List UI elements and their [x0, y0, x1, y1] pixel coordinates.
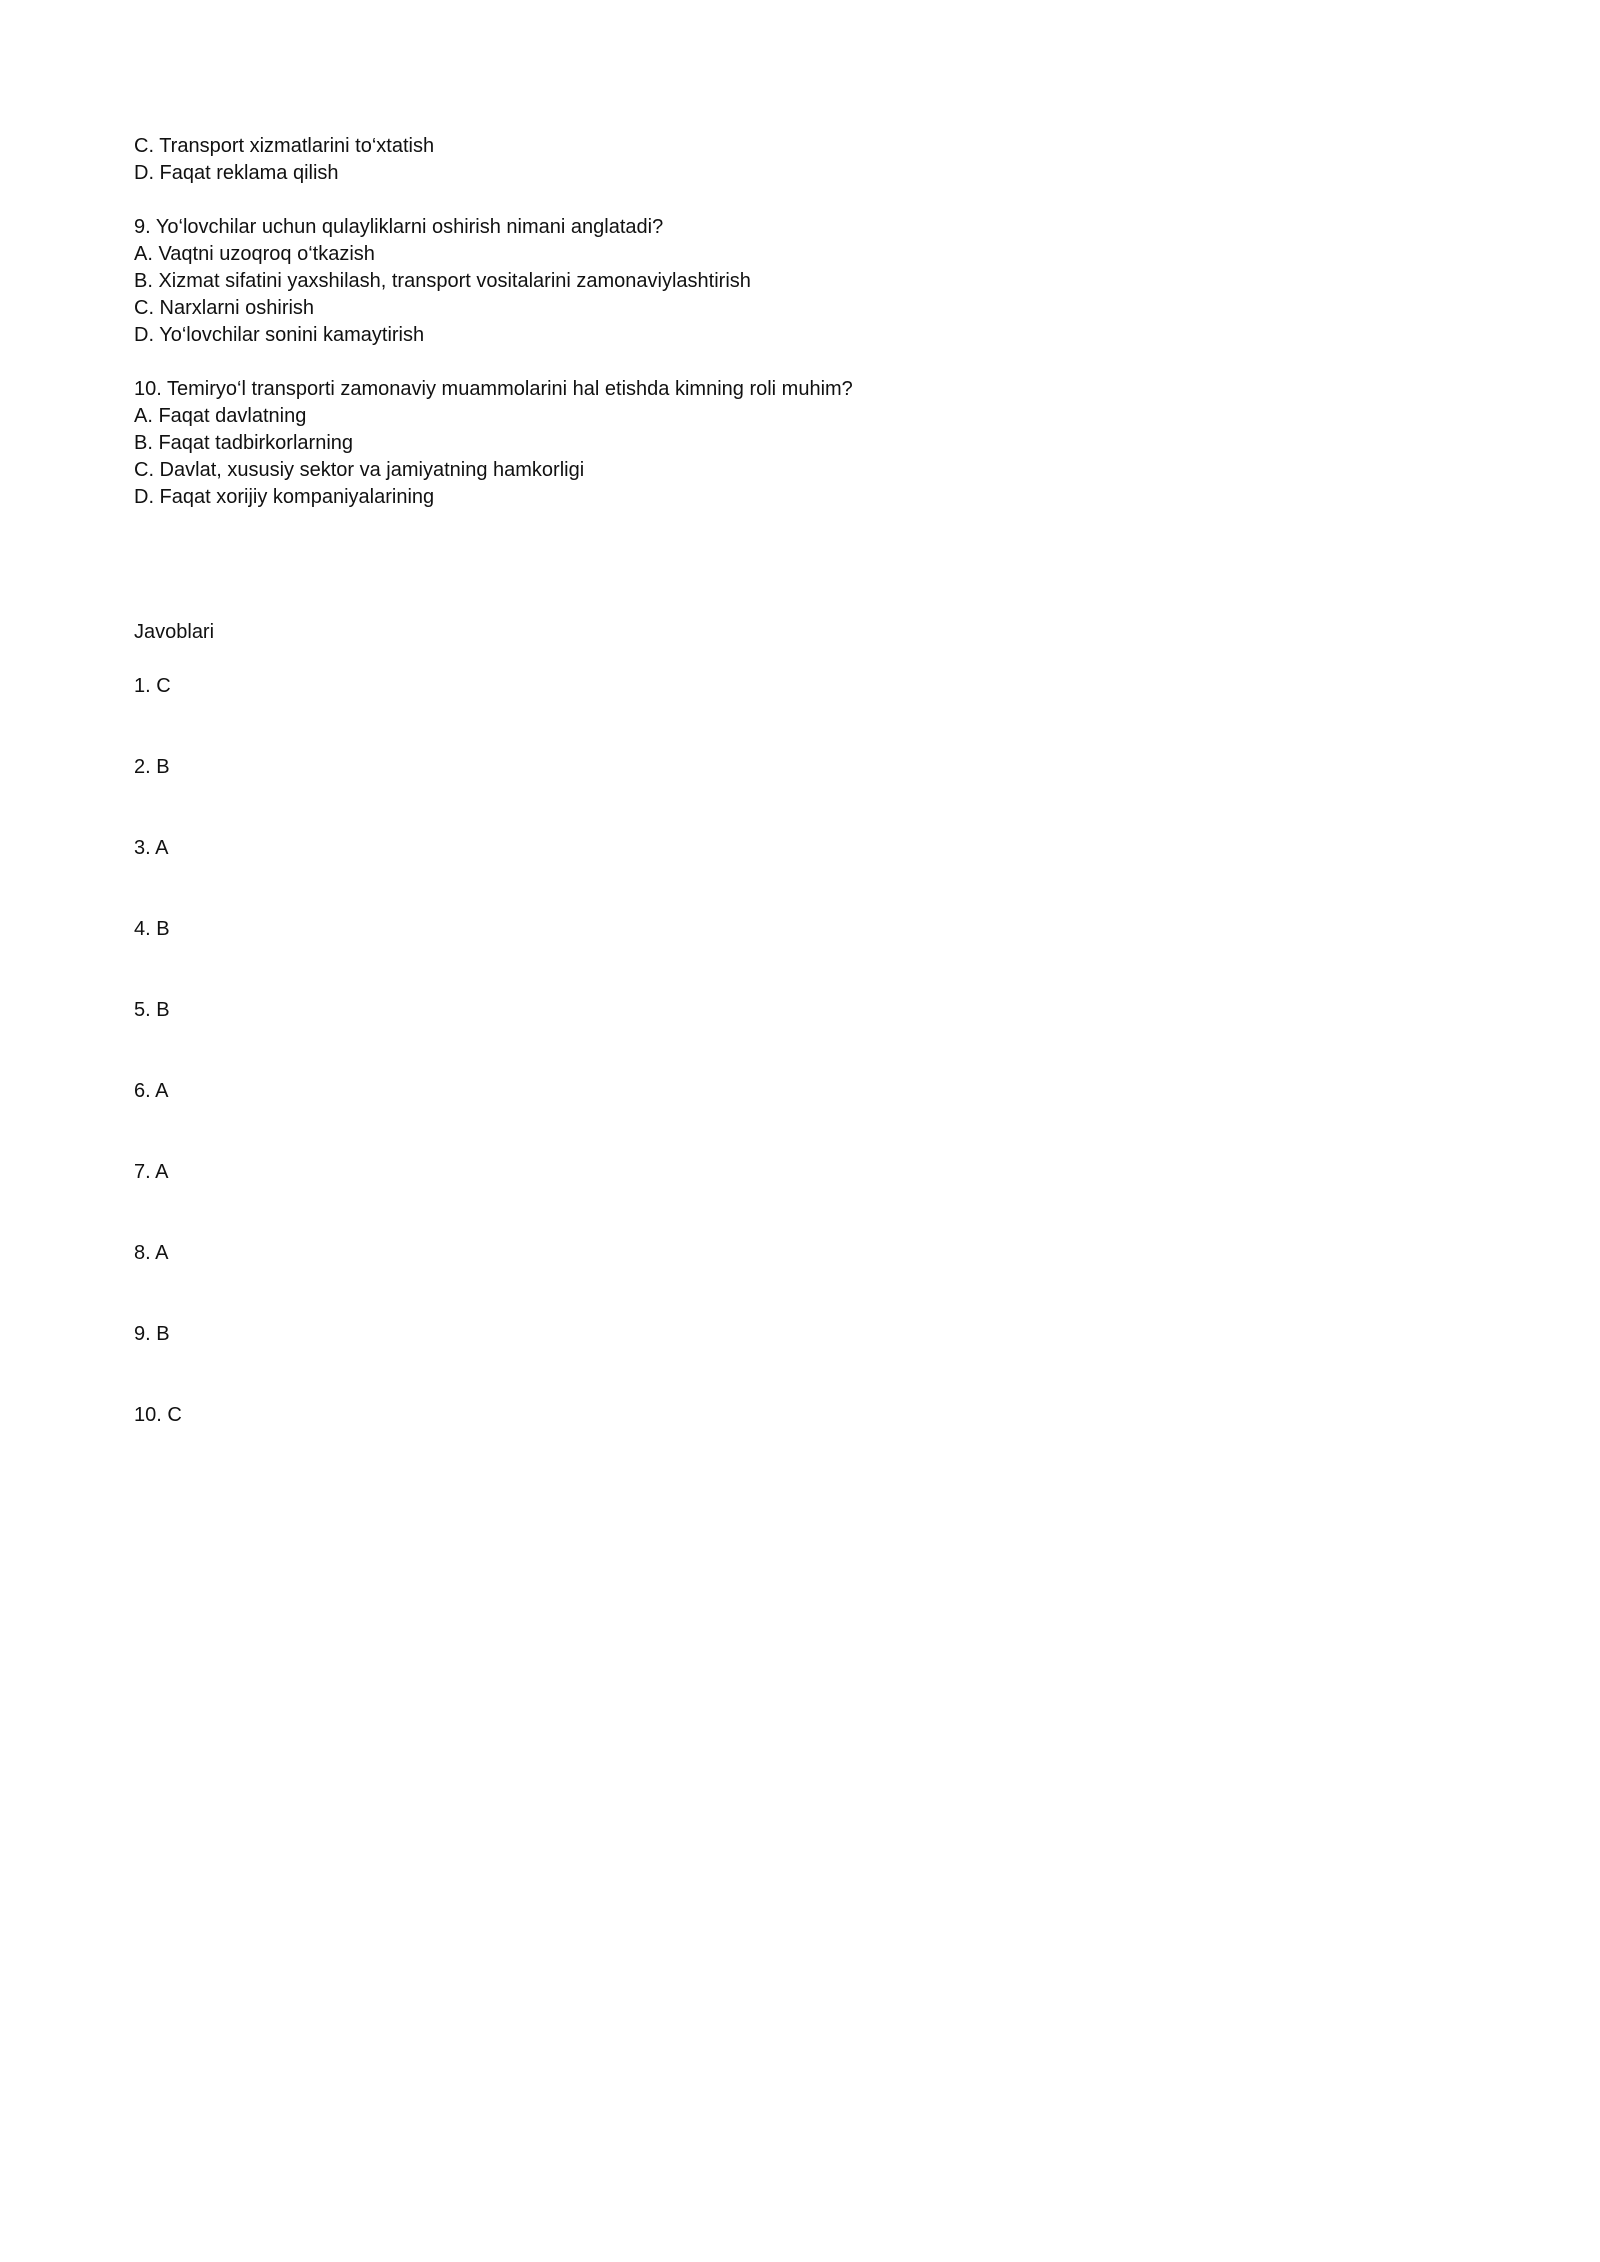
answers-heading: Javoblari [134, 621, 215, 643]
option-line: B. Xizmat sifatini yaxshilash, transport vositalarini zamonaviylashtirish [134, 270, 751, 292]
option-line: D. Faqat xorijiy kompaniyalarining [134, 486, 435, 508]
document-page [0, 0, 1100, 1556]
option-line: A. Vaqtni uzoqroq o‘tkazish [134, 243, 375, 265]
option-line: A. Faqat davlatning [134, 405, 307, 427]
answer-item: 1. C [134, 675, 171, 697]
answer-item: 6. A [134, 1080, 169, 1102]
option-line: C. Transport xizmatlarini to‘xtatish [134, 135, 435, 157]
answer-item: 4. B [134, 918, 170, 940]
answer-item: 5. B [134, 999, 170, 1021]
option-line: C. Narxlarni oshirish [134, 297, 315, 319]
option-line: C. Davlat, xususiy sektor va jamiyatning hamkorligi [134, 459, 585, 481]
answer-item: 2. B [134, 756, 170, 778]
answer-item: 3. A [134, 837, 169, 859]
answer-item: 8. A [134, 1242, 169, 1264]
question-10: 10. Temiryo‘l transporti zamonaviy muammolarini hal etishda kimning roli muhim? [134, 378, 853, 400]
option-line: D. Faqat reklama qilish [134, 162, 339, 184]
option-line: B. Faqat tadbirkorlarning [134, 432, 354, 454]
answer-item: 9. B [134, 1323, 170, 1345]
answer-item: 7. A [134, 1161, 169, 1183]
answer-item: 10. C [134, 1404, 182, 1426]
question-9: 9. Yo‘lovchilar uchun qulayliklarni oshirish nimani anglatadi? [134, 216, 664, 238]
option-line: D. Yo‘lovchilar sonini kamaytirish [134, 324, 425, 346]
